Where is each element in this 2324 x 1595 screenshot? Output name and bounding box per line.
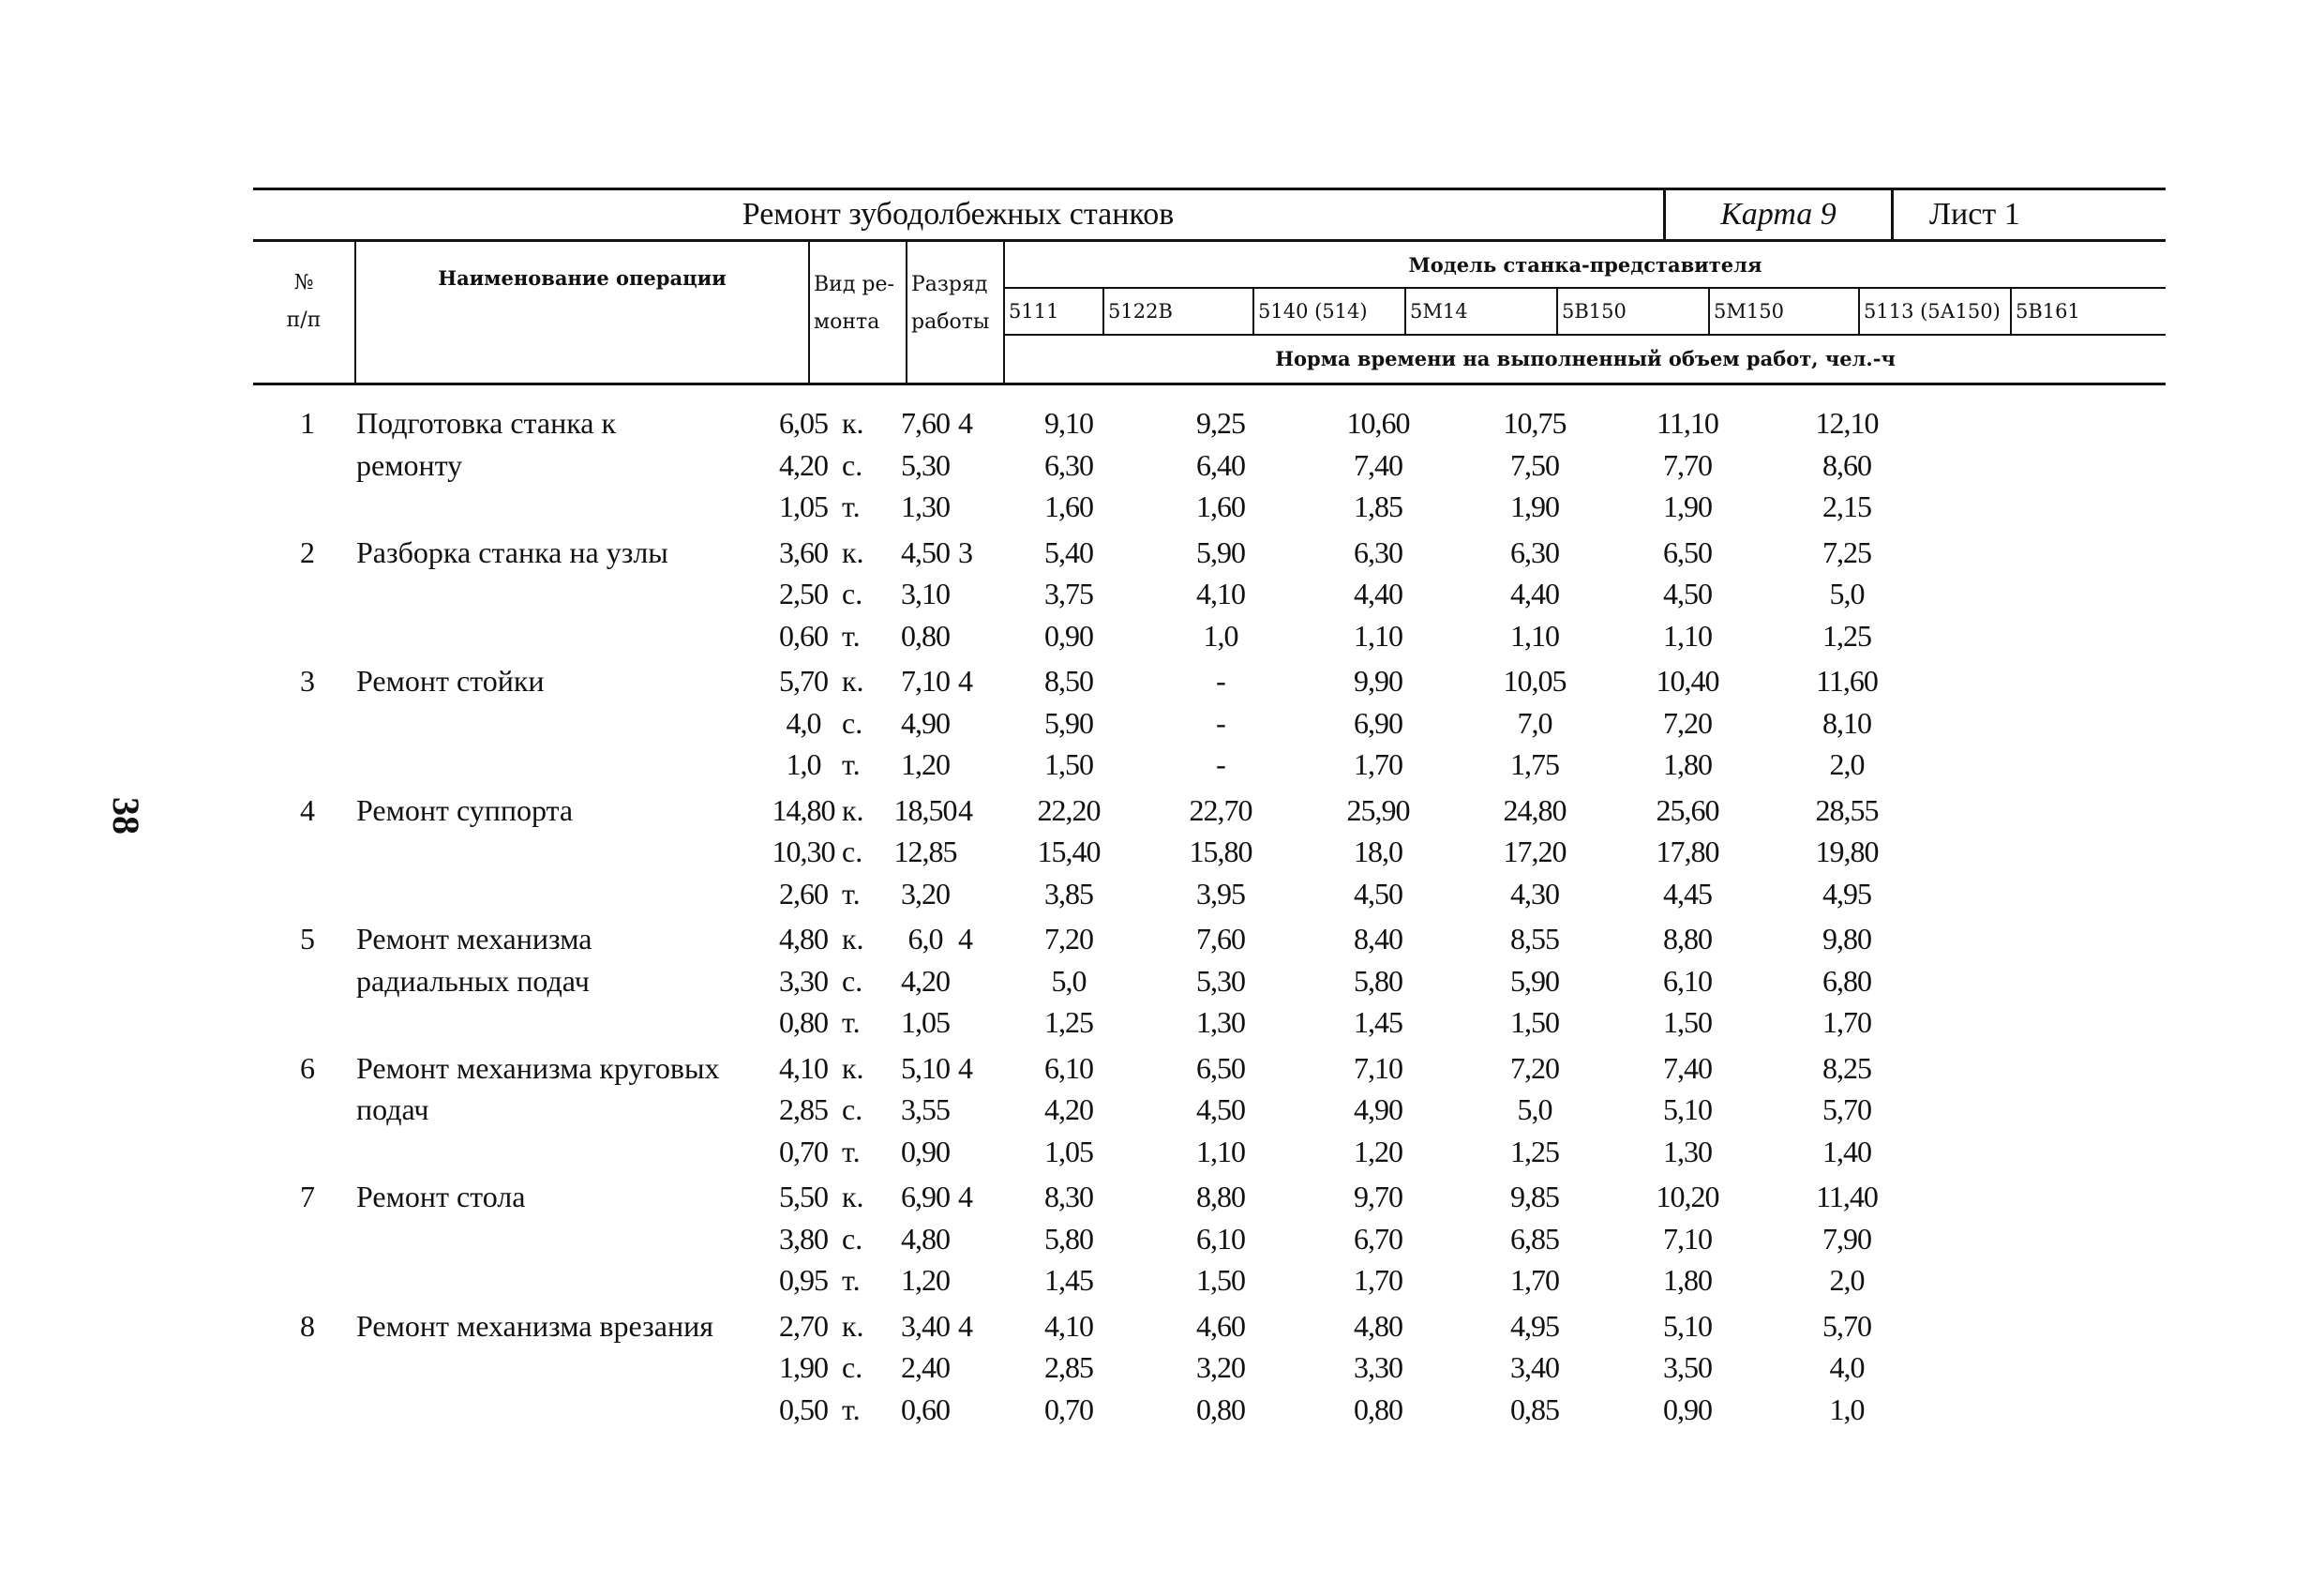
table-row xyxy=(253,1089,2166,1130)
operation-name: Подготовка станка к xyxy=(356,406,617,440)
operation-name: ремонту xyxy=(356,447,463,482)
repair-type: т. xyxy=(842,1263,861,1297)
norm-card xyxy=(253,188,2166,1426)
time-norm-value: 6,50 xyxy=(1663,534,1712,569)
time-norm-value: - xyxy=(1216,664,1225,698)
work-grade: 4 xyxy=(958,1308,973,1343)
operation-name: Ремонт механизма круговых xyxy=(356,1050,720,1085)
time-norm-value: 12,85 xyxy=(893,835,957,868)
time-norm-value: 6,30 xyxy=(1510,534,1559,569)
time-norm-value: 0,70 xyxy=(779,1134,828,1168)
time-norm-value: 9,10 xyxy=(1044,406,1093,440)
table-header xyxy=(253,242,2166,385)
repair-type: с. xyxy=(842,835,863,868)
time-norm-value: 1,70 xyxy=(1510,1263,1559,1297)
table-row xyxy=(253,1259,2166,1301)
time-norm-value: 4,50 xyxy=(901,534,950,569)
time-norm-value: 1,10 xyxy=(1510,618,1559,653)
time-norm-value: 10,75 xyxy=(1503,406,1567,440)
time-norm-value: 5,10 xyxy=(1663,1308,1712,1343)
time-norm-value: 4,95 xyxy=(1510,1308,1559,1343)
header-model: 5140 (514) xyxy=(1254,289,1406,334)
time-norm-value: 5,90 xyxy=(1044,705,1093,740)
time-norm-value: 5,0 xyxy=(1829,577,1865,610)
time-norm-value: 5,0 xyxy=(1051,963,1087,998)
time-norm-value: 7,20 xyxy=(1044,922,1093,955)
time-norm-value: 0,80 xyxy=(1196,1392,1245,1426)
time-norm-value: 1,60 xyxy=(1196,489,1245,523)
time-norm-value: 3,50 xyxy=(1663,1350,1712,1384)
work-grade: 3 xyxy=(958,534,973,569)
time-norm-value: 9,85 xyxy=(1510,1180,1559,1213)
time-norm-value: 0,80 xyxy=(901,618,950,653)
repair-type: с. xyxy=(842,1092,863,1126)
time-norm-value: 1,25 xyxy=(1510,1134,1559,1168)
header-model: 5В161 xyxy=(2016,300,2080,323)
table-row xyxy=(253,831,2166,872)
time-norm-value: 5,70 xyxy=(1822,1308,1871,1343)
time-norm-value: 2,0 xyxy=(1829,747,1865,781)
time-norm-value: 1,05 xyxy=(1044,1134,1093,1168)
operation-name: Ремонт механизма xyxy=(356,922,592,955)
operation-name: Ремонт суппорта xyxy=(356,792,574,827)
time-norm-value: 3,95 xyxy=(1196,876,1245,910)
time-norm-value: 6,90 xyxy=(901,1180,950,1213)
operation-number: 3 xyxy=(300,664,315,698)
time-norm-value: 4,50 xyxy=(1354,876,1402,910)
repair-type: т. xyxy=(842,1392,861,1426)
time-norm-value: 19,80 xyxy=(1815,835,1879,868)
time-norm-value: 6,40 xyxy=(1196,447,1245,482)
time-norm-value: 4,50 xyxy=(1663,577,1712,610)
time-norm-value: 0,80 xyxy=(1354,1392,1402,1426)
time-norm-value: 3,30 xyxy=(1354,1350,1402,1384)
operation-name: Ремонт стойки xyxy=(356,664,545,698)
time-norm-value: 1,70 xyxy=(1354,747,1402,781)
time-norm-value: 0,70 xyxy=(1044,1392,1093,1426)
time-norm-value: 4,0 xyxy=(786,705,821,740)
time-norm-value: 2,85 xyxy=(1044,1350,1093,1384)
page-number: 38 xyxy=(105,797,147,835)
work-grade: 4 xyxy=(958,922,973,955)
time-norm-value: 4,45 xyxy=(1663,876,1712,910)
time-norm-value: 5,90 xyxy=(1510,963,1559,998)
time-norm-value: 8,40 xyxy=(1354,922,1402,955)
card-number: Карта 9 xyxy=(1666,190,1894,239)
table-row xyxy=(253,1389,2166,1430)
time-norm-value: 3,75 xyxy=(1044,577,1093,610)
time-norm-value: 6,05 xyxy=(779,406,828,440)
operation-number: 5 xyxy=(300,922,315,955)
time-norm-value: 7,50 xyxy=(1510,447,1559,482)
time-norm-value: 6,90 xyxy=(1354,705,1402,740)
time-norm-value: 1,50 xyxy=(1044,747,1093,781)
time-norm-value: 6,85 xyxy=(1510,1221,1559,1256)
time-norm-value: 6,30 xyxy=(1354,534,1402,569)
time-norm-value: 10,30 xyxy=(772,835,835,868)
time-norm-value: 1,80 xyxy=(1663,1263,1712,1297)
time-norm-value: 0,80 xyxy=(779,1005,828,1039)
time-norm-value: 8,60 xyxy=(1822,447,1871,482)
time-norm-value: 1,30 xyxy=(1196,1005,1245,1039)
time-norm-value: 5,40 xyxy=(1044,534,1093,569)
time-norm-value: 5,90 xyxy=(1196,534,1245,569)
time-norm-value: 1,60 xyxy=(1044,489,1093,523)
time-norm-value: - xyxy=(1216,747,1225,781)
work-grade: 4 xyxy=(958,792,973,827)
time-norm-value: 3,85 xyxy=(1044,876,1093,910)
time-norm-value: 4,80 xyxy=(1354,1308,1402,1343)
repair-type: т. xyxy=(842,1134,861,1168)
time-norm-value: 3,20 xyxy=(1196,1350,1245,1384)
time-norm-value: 1,30 xyxy=(901,489,950,523)
time-norm-value: 3,80 xyxy=(779,1221,828,1256)
time-norm-value: 4,95 xyxy=(1822,876,1871,910)
time-norm-value: 1,20 xyxy=(901,1263,950,1297)
header-grade-line2: работы xyxy=(911,310,990,334)
time-norm-value: 25,90 xyxy=(1346,792,1410,827)
time-norm-value: - xyxy=(1216,705,1225,740)
page-title: Ремонт зубодолбежных станков xyxy=(253,190,1666,239)
time-norm-value: 7,40 xyxy=(1354,447,1402,482)
header-model: 5В150 xyxy=(1558,289,1710,334)
time-norm-value: 10,20 xyxy=(1656,1180,1719,1213)
time-norm-value: 12,10 xyxy=(1815,406,1879,440)
header-model: 5М14 xyxy=(1406,289,1558,334)
time-norm-value: 0,60 xyxy=(779,618,828,653)
time-norm-value: 1,10 xyxy=(1354,618,1402,653)
time-norm-value: 5,80 xyxy=(1354,963,1402,998)
time-norm-value: 17,20 xyxy=(1503,835,1567,868)
time-norm-value: 2,50 xyxy=(779,577,828,610)
time-norm-value: 1,0 xyxy=(1203,618,1238,653)
time-norm-value: 4,30 xyxy=(1510,876,1559,910)
time-norm-value: 7,60 xyxy=(1196,922,1245,955)
table-row xyxy=(253,1218,2166,1259)
header-model: 5111 xyxy=(1005,289,1104,334)
time-norm-value: 3,10 xyxy=(901,577,950,610)
header-repair-type xyxy=(810,242,907,383)
time-norm-value: 4,10 xyxy=(779,1050,828,1085)
time-norm-value: 10,40 xyxy=(1656,664,1719,698)
time-norm-value: 18,0 xyxy=(1354,835,1402,868)
table-row xyxy=(253,702,2166,744)
time-norm-value: 1,40 xyxy=(1822,1134,1871,1168)
table-row xyxy=(253,615,2166,656)
time-norm-value: 4,60 xyxy=(1196,1308,1245,1343)
time-norm-value: 4,20 xyxy=(779,447,828,482)
header-models xyxy=(1005,289,2166,336)
repair-type: с. xyxy=(842,963,863,998)
work-grade: 4 xyxy=(958,1180,973,1213)
time-norm-value: 1,25 xyxy=(1044,1005,1093,1039)
repair-type: к. xyxy=(842,792,864,827)
operation-name: радиальных подач xyxy=(356,963,590,998)
time-norm-value: 1,20 xyxy=(1354,1134,1402,1168)
time-norm-value: 18,50 xyxy=(893,792,957,827)
table-row xyxy=(253,873,2166,914)
header-repair-type-line2: монта xyxy=(814,310,880,334)
table-row xyxy=(253,960,2166,1001)
time-norm-value: 15,40 xyxy=(1037,835,1101,868)
table-row xyxy=(253,1347,2166,1388)
time-norm-value: 28,55 xyxy=(1815,792,1879,827)
time-norm-value: 5,10 xyxy=(1663,1092,1712,1126)
time-norm-value: 25,60 xyxy=(1656,792,1719,827)
time-norm-value: 0,85 xyxy=(1510,1392,1559,1426)
time-norm-value: 9,80 xyxy=(1822,922,1871,955)
time-norm-value: 9,70 xyxy=(1354,1180,1402,1213)
time-norm-value: 5,30 xyxy=(1196,963,1245,998)
header-model: 5113 (5А150) xyxy=(1860,289,2012,334)
repair-type: т. xyxy=(842,618,861,653)
time-norm-value: 7,10 xyxy=(1663,1221,1712,1256)
time-norm-value: 4,90 xyxy=(1354,1092,1402,1126)
time-norm-value: 6,50 xyxy=(1196,1050,1245,1085)
operation-name: подач xyxy=(356,1092,429,1126)
header-model: 5М150 xyxy=(1710,289,1860,334)
time-norm-value: 3,20 xyxy=(901,876,950,910)
operation-number: 6 xyxy=(300,1050,315,1085)
time-norm-value: 1,50 xyxy=(1196,1263,1245,1297)
time-norm-value: 0,90 xyxy=(1044,618,1093,653)
time-norm-value: 3,40 xyxy=(1510,1350,1559,1384)
header-num xyxy=(253,242,356,383)
time-norm-value: 5,10 xyxy=(901,1050,950,1085)
repair-type: с. xyxy=(842,577,863,610)
repair-type: к. xyxy=(842,922,864,955)
time-norm-value: 4,90 xyxy=(901,705,950,740)
time-norm-value: 4,20 xyxy=(1044,1092,1093,1126)
time-norm-value: 9,90 xyxy=(1354,664,1402,698)
time-norm-value: 11,10 xyxy=(1657,406,1718,440)
time-norm-value: 6,10 xyxy=(1663,963,1712,998)
table-row xyxy=(253,444,2166,486)
time-norm-value: 1,50 xyxy=(1663,1005,1712,1039)
time-norm-value: 0,90 xyxy=(901,1134,950,1168)
time-norm-value: 3,40 xyxy=(901,1308,950,1343)
sheet-number: Лист 1 xyxy=(1929,197,2020,232)
repair-type: к. xyxy=(842,1180,864,1213)
table-row xyxy=(253,790,2166,831)
work-grade: 4 xyxy=(958,664,973,698)
time-norm-value: 7,25 xyxy=(1822,534,1871,569)
header-norm: Норма времени на выполненный объем работ, чел.-ч xyxy=(1275,347,1896,370)
header-model-group: Модель станка-представителя xyxy=(1005,242,2166,289)
time-norm-value: 1,30 xyxy=(1663,1134,1712,1168)
time-norm-value: 5,50 xyxy=(779,1180,828,1213)
table-row xyxy=(253,1131,2166,1172)
operation-number: 4 xyxy=(300,792,315,827)
time-norm-value: 17,80 xyxy=(1656,835,1719,868)
time-norm-value: 0,50 xyxy=(779,1392,828,1426)
repair-type: с. xyxy=(842,705,863,740)
time-norm-value: 4,10 xyxy=(1196,577,1245,610)
table-row xyxy=(253,918,2166,959)
work-grade: 4 xyxy=(958,406,973,440)
table-row xyxy=(253,402,2166,444)
time-norm-value: 5,80 xyxy=(1044,1221,1093,1256)
time-norm-value: 1,45 xyxy=(1044,1263,1093,1297)
repair-type: к. xyxy=(842,1050,864,1085)
time-norm-value: 1,05 xyxy=(779,489,828,523)
time-norm-value: 7,0 xyxy=(1517,705,1552,740)
time-norm-value: 8,10 xyxy=(1822,705,1871,740)
time-norm-value: 1,10 xyxy=(1196,1134,1245,1168)
operation-number: 7 xyxy=(300,1180,315,1213)
time-norm-value: 0,60 xyxy=(901,1392,950,1426)
time-norm-value: 22,20 xyxy=(1037,792,1101,827)
time-norm-value: 5,70 xyxy=(779,664,828,698)
repair-type: с. xyxy=(842,1350,863,1384)
table-row xyxy=(253,744,2166,785)
operation-number: 2 xyxy=(300,534,315,569)
header-operation-name: Наименование операции xyxy=(356,242,810,383)
time-norm-value: 7,10 xyxy=(1354,1050,1402,1085)
time-norm-value: 24,80 xyxy=(1503,792,1567,827)
header-num-line1: № xyxy=(293,271,314,294)
time-norm-value: 1,90 xyxy=(779,1350,828,1384)
time-norm-value: 6,30 xyxy=(1044,447,1093,482)
time-norm-value: 10,05 xyxy=(1503,664,1567,698)
time-norm-value: 5,70 xyxy=(1822,1092,1871,1126)
time-norm-value: 1,80 xyxy=(1663,747,1712,781)
time-norm-value: 2,60 xyxy=(779,876,828,910)
time-norm-value: 1,90 xyxy=(1510,489,1559,523)
time-norm-value: 8,50 xyxy=(1044,664,1093,698)
time-norm-value: 10,60 xyxy=(1346,406,1410,440)
time-norm-value: 3,55 xyxy=(901,1092,950,1126)
time-norm-value: 4,40 xyxy=(1354,577,1402,610)
time-norm-value: 4,80 xyxy=(901,1221,950,1256)
header-grade-line1: Разряд xyxy=(911,273,988,296)
time-norm-value: 6,0 xyxy=(907,922,943,955)
time-norm-value: 1,45 xyxy=(1354,1005,1402,1039)
repair-type: к. xyxy=(842,406,864,440)
time-norm-value: 5,30 xyxy=(901,447,950,482)
time-norm-value: 8,80 xyxy=(1196,1180,1245,1213)
time-norm-value: 14,80 xyxy=(772,792,835,827)
time-norm-value: 1,05 xyxy=(901,1005,950,1039)
time-norm-value: 5,0 xyxy=(1517,1092,1552,1126)
repair-type: с. xyxy=(842,447,863,482)
time-norm-value: 4,50 xyxy=(1196,1092,1245,1126)
time-norm-value: 15,80 xyxy=(1189,835,1252,868)
time-norm-value: 3,60 xyxy=(779,534,828,569)
time-norm-value: 7,60 xyxy=(901,406,950,440)
time-norm-value: 8,55 xyxy=(1510,922,1559,955)
time-norm-value: 2,15 xyxy=(1822,489,1871,523)
time-norm-value: 1,0 xyxy=(786,747,821,781)
time-norm-value: 7,10 xyxy=(901,664,950,698)
title-bar xyxy=(253,188,2166,242)
time-norm-value: 1,10 xyxy=(1663,618,1712,653)
table-row xyxy=(253,1001,2166,1043)
time-norm-value: 4,10 xyxy=(1044,1308,1093,1343)
time-norm-value: 6,10 xyxy=(1044,1050,1093,1085)
time-norm-value: 11,40 xyxy=(1816,1180,1878,1213)
time-norm-value: 2,85 xyxy=(779,1092,828,1126)
repair-type: т. xyxy=(842,747,861,781)
time-norm-value: 2,70 xyxy=(779,1308,828,1343)
time-norm-value: 1,20 xyxy=(901,747,950,781)
table-row xyxy=(253,1047,2166,1089)
time-norm-value: 11,60 xyxy=(1816,664,1878,698)
time-norm-value: 6,10 xyxy=(1196,1221,1245,1256)
time-norm-value: 8,80 xyxy=(1663,922,1712,955)
operation-name: Ремонт механизма врезания xyxy=(356,1308,713,1343)
time-norm-value: 1,75 xyxy=(1510,747,1559,781)
time-norm-value: 4,0 xyxy=(1829,1350,1865,1384)
table-row xyxy=(253,486,2166,527)
time-norm-value: 1,0 xyxy=(1829,1392,1865,1426)
operation-name: Ремонт стола xyxy=(356,1180,526,1213)
header-num-line2: п/п xyxy=(286,308,322,332)
time-norm-value: 8,25 xyxy=(1822,1050,1871,1085)
operation-number: 1 xyxy=(300,406,315,440)
time-norm-value: 1,70 xyxy=(1354,1263,1402,1297)
work-grade: 4 xyxy=(958,1050,973,1085)
repair-type: с. xyxy=(842,1221,863,1256)
time-norm-value: 1,90 xyxy=(1663,489,1712,523)
time-norm-value: 3,30 xyxy=(779,963,828,998)
time-norm-value: 1,70 xyxy=(1822,1005,1871,1039)
time-norm-value: 0,95 xyxy=(779,1263,828,1297)
header-model: 5122В xyxy=(1104,289,1254,334)
table-row xyxy=(253,1176,2166,1217)
time-norm-value: 7,40 xyxy=(1663,1050,1712,1085)
time-norm-value: 8,30 xyxy=(1044,1180,1093,1213)
time-norm-value: 4,20 xyxy=(901,963,950,998)
operation-name: Разборка станка на узлы xyxy=(356,534,668,569)
time-norm-value: 22,70 xyxy=(1189,792,1252,827)
time-norm-value: 6,80 xyxy=(1822,963,1871,998)
repair-type: к. xyxy=(842,664,864,698)
time-norm-value: 2,40 xyxy=(901,1350,950,1384)
repair-type: к. xyxy=(842,534,864,569)
time-norm-value: 1,25 xyxy=(1822,618,1871,653)
time-norm-value: 7,20 xyxy=(1510,1050,1559,1085)
repair-type: т. xyxy=(842,1005,861,1039)
repair-type: к. xyxy=(842,1308,864,1343)
time-norm-value: 6,70 xyxy=(1354,1221,1402,1256)
table-row xyxy=(253,660,2166,701)
time-norm-value: 1,50 xyxy=(1510,1005,1559,1039)
repair-type: т. xyxy=(842,489,861,523)
header-grade xyxy=(907,242,1005,383)
time-norm-value: 1,85 xyxy=(1354,489,1402,523)
table-row xyxy=(253,1305,2166,1347)
time-norm-value: 7,90 xyxy=(1822,1221,1871,1256)
time-norm-value: 0,90 xyxy=(1663,1392,1712,1426)
operation-number: 8 xyxy=(300,1308,315,1343)
table-row xyxy=(253,573,2166,614)
time-norm-value: 9,25 xyxy=(1196,406,1245,440)
repair-type: т. xyxy=(842,876,861,910)
time-norm-value: 7,70 xyxy=(1663,447,1712,482)
time-norm-value: 2,0 xyxy=(1829,1263,1865,1297)
time-norm-value: 4,40 xyxy=(1510,577,1559,610)
header-repair-type-line1: Вид ре- xyxy=(814,273,894,296)
time-norm-value: 7,20 xyxy=(1663,705,1712,740)
time-norm-value: 4,80 xyxy=(779,922,828,955)
table-row xyxy=(253,532,2166,573)
